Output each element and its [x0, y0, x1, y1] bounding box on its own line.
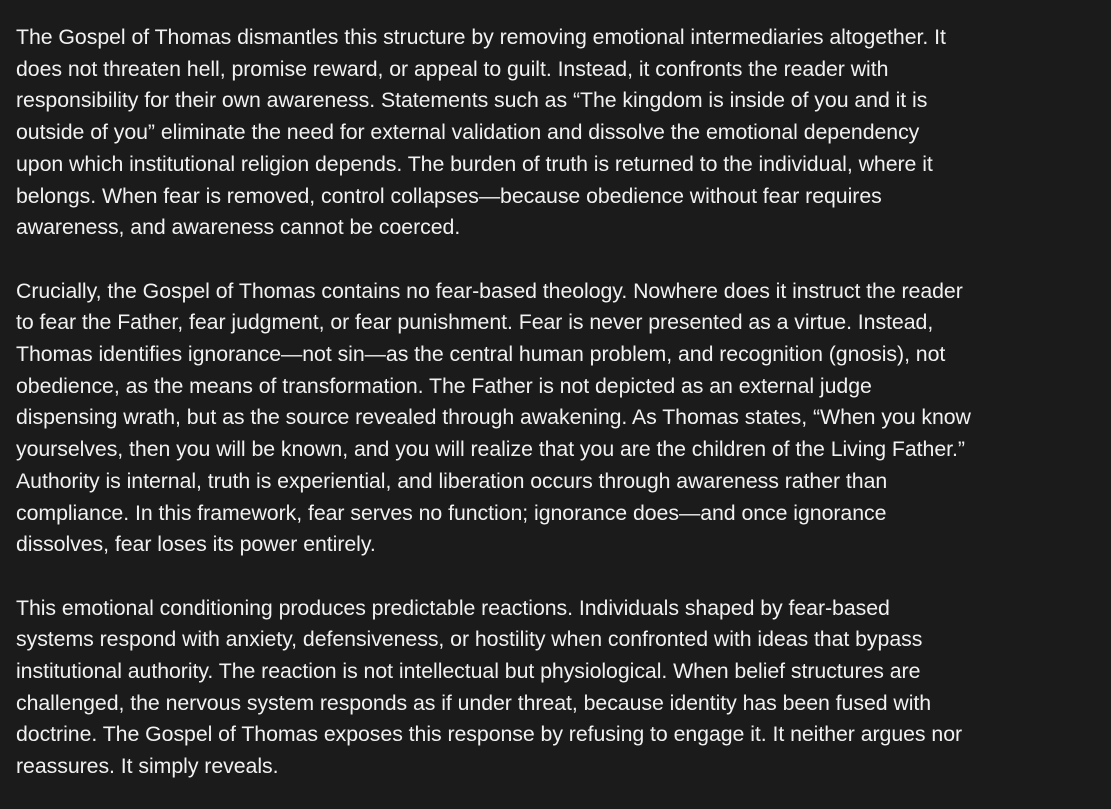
text-line: dispensing wrath, but as the source revealed through awakening. As Thomas states, “When you know	[16, 405, 971, 430]
text-line: upon which institutional religion depends. The burden of truth is returned to the individual, where it	[16, 151, 933, 176]
paragraph-2	[16, 276, 1101, 561]
text-line: This emotional conditioning produces predictable reactions. Individuals shaped by fear-based	[16, 595, 890, 620]
text-line: obedience, as the means of transformation. The Father is not depicted as an external judge	[16, 373, 872, 398]
text-line: to fear the Father, fear judgment, or fear punishment. Fear is never presented as a virtue. Instead,	[16, 310, 934, 335]
text-line: The Gospel of Thomas dismantles this structure by removing emotional intermediaries altogether. It	[16, 25, 946, 49]
text-line: Thomas identifies ignorance—not sin—as the central human problem, and recognition (gnosis), not	[16, 342, 946, 367]
text-line: responsibility for their own awareness. Statements such as “The kingdom is inside of you and it is	[16, 88, 928, 113]
text-line: outside of you” eliminate the need for external validation and dissolve the emotional dependency	[16, 120, 920, 145]
text-line: reassures. It simply reveals.	[16, 754, 279, 779]
text-line: doctrine. The Gospel of Thomas exposes this response by refusing to engage it. It neither argues nor	[16, 722, 963, 747]
text-line: does not threaten hell, promise reward, or appeal to guilt. Instead, it confronts the reader with	[16, 56, 889, 81]
text-line: awareness, and awareness cannot be coerced.	[16, 215, 461, 240]
text-line: challenged, the nervous system responds as if under threat, because identity has been fused with	[16, 690, 932, 715]
paragraph-3	[16, 593, 1101, 783]
text-line: dissolves, fear loses its power entirely.	[16, 532, 376, 557]
paragraph-1	[16, 22, 1101, 244]
text-line: belongs. When fear is removed, control collapses—because obedience without fear requires	[16, 183, 882, 208]
text-line: yourselves, then you will be known, and you will realize that you are the children of the Living Father.”	[16, 437, 965, 462]
text-line: institutional authority. The reaction is not intellectual but physiological. When belief structures are	[16, 659, 921, 684]
text-line: compliance. In this framework, fear serves no function; ignorance does—and once ignorance	[16, 500, 887, 525]
text-line: Crucially, the Gospel of Thomas contains no fear-based theology. Nowhere does it instruct the reader	[16, 278, 963, 303]
text-line: Authority is internal, truth is experiential, and liberation occurs through awareness rather than	[16, 468, 888, 493]
text-line: systems respond with anxiety, defensiveness, or hostility when confronted with ideas that bypass	[16, 627, 923, 652]
